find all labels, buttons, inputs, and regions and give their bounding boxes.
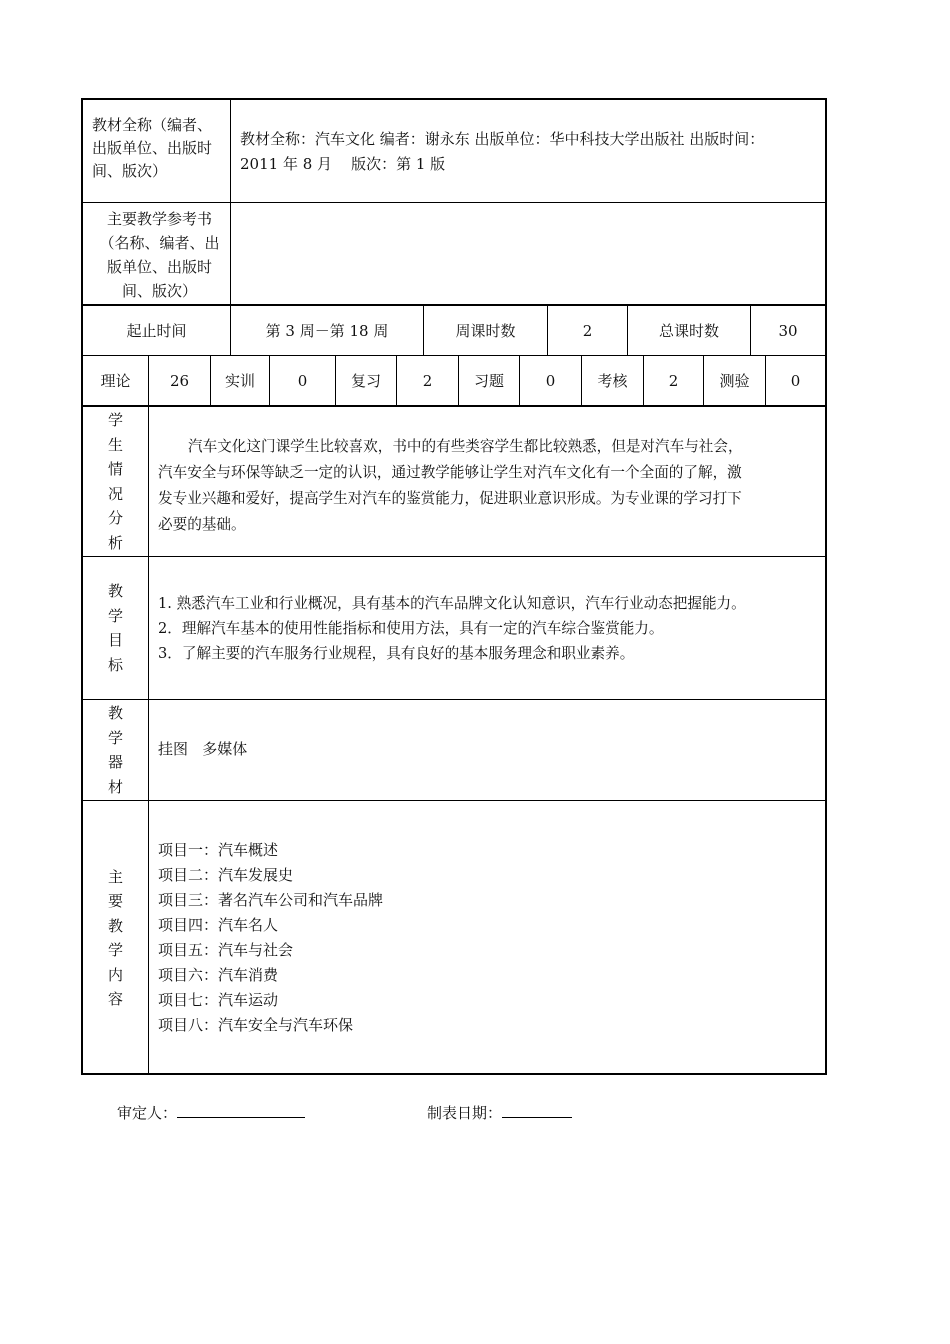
- label-char: 标: [107, 655, 123, 674]
- label-char: 学: [107, 941, 123, 959]
- weekly-hours-value: 2: [547, 306, 627, 355]
- date-field: [427, 1102, 572, 1123]
- reference-value: [230, 203, 825, 304]
- equipment-label: [83, 700, 148, 800]
- approver-label: 审定人：: [117, 1104, 178, 1122]
- total-hours-label: 总课时数: [627, 306, 750, 355]
- exercise-label: 习题: [458, 356, 519, 405]
- textbook-value-line2: 2011 年 8 月 版次：第 1 版: [240, 155, 446, 173]
- date-label: 制表日期：: [427, 1104, 503, 1122]
- equipment-row: [83, 700, 825, 801]
- weekly-hours-label: 周课时数: [423, 306, 547, 355]
- objective-item: 1. 熟悉汽车工业和行业概况，具有基本的汽车品牌文化认知意识，汽车行业动态把握能力。: [158, 595, 746, 612]
- content-row: [83, 801, 825, 1075]
- period-value: 第 3 周－第 18 周: [230, 306, 423, 355]
- textbook-value-line1: 教材全称：汽车文化 编者：谢永东 出版单位：华中科技大学出版社 出版时间：: [240, 130, 765, 148]
- date-blank[interactable]: [502, 1103, 572, 1118]
- label-char: 学: [107, 411, 123, 429]
- label-char: 材: [107, 777, 123, 796]
- objective-item: 2．理解汽车基本的使用性能指标和使用方法，具有一定的汽车综合鉴赏能力。: [158, 620, 664, 637]
- label-char: 目: [107, 631, 123, 649]
- analysis-line: 必要的基础。: [158, 516, 246, 533]
- analysis-line: 汽车文化这门课学生比较喜欢，书中的有些类容学生都比较熟悉，但是对汽车与社会，: [188, 438, 743, 455]
- training-label: 实训: [210, 356, 269, 405]
- label-char: 况: [107, 484, 123, 503]
- content-item: 项目七：汽车运动: [158, 991, 279, 1009]
- review-value: 2: [396, 356, 458, 405]
- reference-row: [83, 203, 825, 306]
- label-char: 分: [107, 509, 123, 527]
- student-analysis-label: [83, 407, 148, 556]
- textbook-row: [83, 100, 825, 203]
- theory-label: 理论: [100, 372, 131, 390]
- approver-blank[interactable]: [177, 1103, 305, 1118]
- label-char: 内: [107, 965, 123, 984]
- content-item: 项目六：汽车消费: [158, 966, 279, 984]
- hours-breakdown-row: [83, 356, 825, 407]
- assessment-value: 2: [643, 356, 703, 405]
- reference-label: 主要教学参考书（名称、编者、出版单位、出版时间、版次）: [99, 210, 220, 300]
- label-char: 要: [107, 892, 123, 910]
- content-item: 项目二：汽车发展史: [158, 866, 294, 884]
- analysis-line: 汽车安全与环保等缺乏一定的认识，通过教学能够让学生对汽车文化有一个全面的了解，激: [158, 464, 742, 481]
- analysis-line: 发专业兴趣和爱好，提高学生对汽车的鉴赏能力，促进职业意识形成。为专业课的学习打下: [158, 490, 742, 507]
- quiz-label: 测验: [703, 356, 765, 405]
- label-char: 析: [107, 533, 123, 552]
- label-char: 器: [107, 753, 123, 771]
- label-char: 教: [107, 582, 123, 600]
- textbook-value: [230, 100, 825, 202]
- quiz-value: 0: [765, 356, 825, 405]
- total-hours-value: 30: [750, 306, 825, 355]
- content-label: [83, 801, 148, 1075]
- label-char: 学: [107, 606, 123, 625]
- student-analysis-text: [148, 407, 825, 556]
- content-item: 项目四：汽车名人: [158, 916, 279, 934]
- exercise-value: 0: [519, 356, 581, 405]
- content-item: 项目五：汽车与社会: [158, 941, 294, 959]
- content-item: 项目八：汽车安全与汽车环保: [158, 1016, 354, 1034]
- assessment-label: 考核: [581, 356, 643, 405]
- review-label: 复习: [335, 356, 396, 405]
- objectives-row: [83, 557, 825, 700]
- course-plan-table: [81, 98, 827, 1075]
- label-char: 生: [107, 435, 123, 454]
- label-char: 学: [107, 728, 123, 747]
- objective-item: 3．了解主要的汽车服务行业规程，具有良好的基本服务理念和职业素养。: [158, 645, 635, 662]
- theory-value: 26: [148, 356, 210, 405]
- equipment-value: 挂图 多媒体: [148, 700, 825, 800]
- label-char: 教: [107, 916, 123, 935]
- objectives-list: [148, 557, 825, 699]
- textbook-label: 教材全称（编者、出版单位、出版时间、版次）: [92, 116, 213, 180]
- content-item: 项目一：汽车概述: [158, 841, 279, 859]
- label-char: 主: [107, 867, 123, 886]
- schedule-row: [83, 306, 825, 356]
- student-analysis-row: [83, 407, 825, 557]
- training-value: 0: [269, 356, 335, 405]
- content-item: 项目三：著名汽车公司和汽车品牌: [158, 891, 384, 909]
- content-list: [148, 801, 825, 1075]
- label-char: 容: [107, 990, 123, 1008]
- approver-field: [117, 1102, 305, 1123]
- label-char: 情: [107, 460, 123, 478]
- label-char: 教: [107, 704, 123, 722]
- objectives-label: [83, 557, 148, 699]
- period-label: 起止时间: [126, 322, 187, 340]
